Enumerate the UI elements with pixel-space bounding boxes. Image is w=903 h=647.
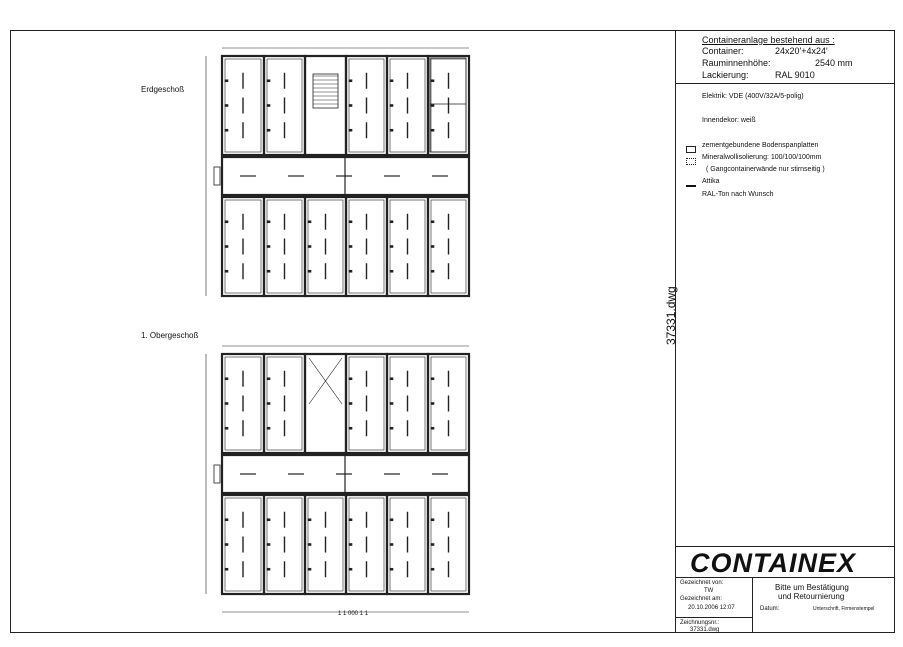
ground-stair-room xyxy=(305,56,346,155)
ground-room-bottom-1-fixture xyxy=(267,246,270,248)
upper-room-bottom-3-fixture xyxy=(349,544,352,546)
ground-room-bottom-1-fixture xyxy=(267,221,270,223)
upper-room-bottom-1-fixture xyxy=(267,544,270,546)
ground-room-bottom-4-fixture xyxy=(390,221,393,223)
ground-room-top-4-fixture xyxy=(390,80,393,82)
ground-room-top-0-fixture xyxy=(225,129,228,131)
upper-room-bottom-1-fixture xyxy=(267,568,270,570)
upper-room-bottom-4-fixture xyxy=(390,519,393,521)
ground-room-bottom-5-fixture xyxy=(431,270,434,272)
drawing-number-value: 37331.dwg xyxy=(690,627,720,633)
ground-room-top-5-fixture xyxy=(431,80,434,82)
elektrik-note: Elektrik: VDE (400V/32A/5-polig) xyxy=(702,93,804,100)
ground-stair-outline xyxy=(313,74,338,108)
drawing-number-label: Zeichnungsnr.: xyxy=(680,620,720,626)
upper-room-top-3-fixture xyxy=(349,378,352,380)
upper-room-top-5-fixture xyxy=(431,403,434,405)
spec-label-paint: Lackierung: xyxy=(702,70,749,80)
ground-room-bottom-3-fixture xyxy=(349,221,352,223)
ground-room-bottom-0-fixture xyxy=(225,270,228,272)
legend-thick-line-icon xyxy=(686,177,696,195)
floor-label-ground: Erdgeschoß xyxy=(141,85,185,94)
upper-room-top-4-fixture xyxy=(390,378,393,380)
legend-item-ral: RAL-Ton nach Wunsch xyxy=(702,191,774,198)
spec-value-container: 24x20'+4x24' xyxy=(775,46,828,56)
upper-room-top-1-fixture xyxy=(267,378,270,380)
containex-logo: CONTAINEX xyxy=(690,548,857,578)
ground-room-top-3-fixture xyxy=(349,80,352,82)
upper-entrance xyxy=(214,465,220,483)
upper-room-bottom-3-fixture xyxy=(349,519,352,521)
upper-room-top-5-fixture xyxy=(431,378,434,380)
ground-room-bottom-2-fixture xyxy=(308,221,311,223)
ground-room-bottom-5-fixture xyxy=(431,246,434,248)
upper-room-bottom-0-fixture xyxy=(225,568,228,570)
ground-room-bottom-4-fixture xyxy=(390,246,393,248)
upper-room-bottom-2-fixture xyxy=(308,568,311,570)
logo-divider-bottom xyxy=(675,577,895,578)
info-cell-divider-h xyxy=(675,617,752,618)
upper-room-top-5-fixture xyxy=(431,427,434,429)
floor-label-upper: 1. Obergeschoß xyxy=(141,331,199,340)
upper-room-top-1-fixture xyxy=(267,427,270,429)
confirm-text-line1: Bitte um Bestätigung xyxy=(775,583,849,592)
upper-room-bottom-5-fixture xyxy=(431,519,434,521)
ground-room-bottom-3-fixture xyxy=(349,270,352,272)
upper-room-top-3-fixture xyxy=(349,427,352,429)
upper-room-top-0-fixture xyxy=(225,403,228,405)
upper-room-top-0-fixture xyxy=(225,427,228,429)
ground-room-bottom-4-fixture xyxy=(390,270,393,272)
upper-room-bottom-3-fixture xyxy=(349,568,352,570)
logo-divider-top xyxy=(675,546,895,547)
ground-room-top-0-fixture xyxy=(225,105,228,107)
ground-room-top-4-fixture xyxy=(390,105,393,107)
drawn-by-label: Gezeichnet von: xyxy=(680,580,724,586)
upper-room-bottom-2-fixture xyxy=(308,519,311,521)
ground-room-top-0-fixture xyxy=(225,80,228,82)
drawn-by-value: TW xyxy=(704,588,714,594)
drawn-on-value: 20.10.2006 12:07 xyxy=(688,605,735,611)
spec-value-height: 2540 mm xyxy=(815,58,853,68)
upper-room-bottom-2-fixture xyxy=(308,544,311,546)
ground-room-top-3-fixture xyxy=(349,105,352,107)
ground-room-top-1-fixture xyxy=(267,105,270,107)
upper-room-bottom-5-fixture xyxy=(431,544,434,546)
legend-item-attika: Attika xyxy=(702,178,720,185)
confirm-text-line2: und Retournierung xyxy=(778,592,845,601)
upper-room-bottom-0-fixture xyxy=(225,519,228,521)
bottom-dimension-label: 1 1 000 1 1 xyxy=(338,611,369,617)
spec-heading: Containeranlage bestehend aus : xyxy=(702,35,835,45)
ground-room-bottom-0-fixture xyxy=(225,221,228,223)
ground-room-top-1-fixture xyxy=(267,80,270,82)
legend-item-corridor-note: ( Gangcontainerwände nur stirnseitig ) xyxy=(706,166,825,173)
ground-room-bottom-3-fixture xyxy=(349,246,352,248)
ground-room-bottom-1-fixture xyxy=(267,270,270,272)
ground-room-bottom-2-fixture xyxy=(308,246,311,248)
drawing-id-vertical: 37331.dwg xyxy=(664,286,678,345)
spec-label-container: Container: xyxy=(702,46,744,56)
upper-room-top-0-fixture xyxy=(225,378,228,380)
spec-value-paint: RAL 9010 xyxy=(775,70,815,80)
upper-room-top-1-fixture xyxy=(267,403,270,405)
legend-item-floorboards: zementgebundene Bodenspanplatten xyxy=(702,142,819,149)
upper-room-bottom-4-fixture xyxy=(390,544,393,546)
upper-void-room xyxy=(305,354,346,453)
signature-label: Unterschrift, Firmenstempel xyxy=(813,606,875,612)
innendekor-note: Innendekor: weiß xyxy=(702,117,756,124)
spec-label-height: Rauminnenhöhe: xyxy=(702,58,771,68)
ground-room-bottom-2-fixture xyxy=(308,270,311,272)
date-label: Datum: xyxy=(760,606,780,612)
ground-room-top-3-fixture xyxy=(349,129,352,131)
upper-room-bottom-5-fixture xyxy=(431,568,434,570)
upper-room-top-4-fixture xyxy=(390,403,393,405)
upper-room-top-3-fixture xyxy=(349,403,352,405)
upper-room-bottom-1-fixture xyxy=(267,519,270,521)
drawn-on-label: Gezeichnet am: xyxy=(680,596,723,602)
ground-room-top-5-fixture xyxy=(431,105,434,107)
info-cell-divider xyxy=(752,577,753,633)
title-divider xyxy=(675,83,895,84)
upper-room-bottom-4-fixture xyxy=(390,568,393,570)
ground-room-top-1-fixture xyxy=(267,129,270,131)
legend-dotted-box-icon xyxy=(686,153,696,171)
ground-room-bottom-0-fixture xyxy=(225,246,228,248)
upper-room-top-4-fixture xyxy=(390,427,393,429)
legend-item-insulation: Mineralwollisolierung: 100/100/100mm xyxy=(702,154,822,161)
ground-room-bottom-5-fixture xyxy=(431,221,434,223)
upper-room-bottom-0-fixture xyxy=(225,544,228,546)
ground-room-top-4-fixture xyxy=(390,129,393,131)
ground-entrance xyxy=(214,167,220,185)
ground-room-top-5-fixture xyxy=(431,129,434,131)
